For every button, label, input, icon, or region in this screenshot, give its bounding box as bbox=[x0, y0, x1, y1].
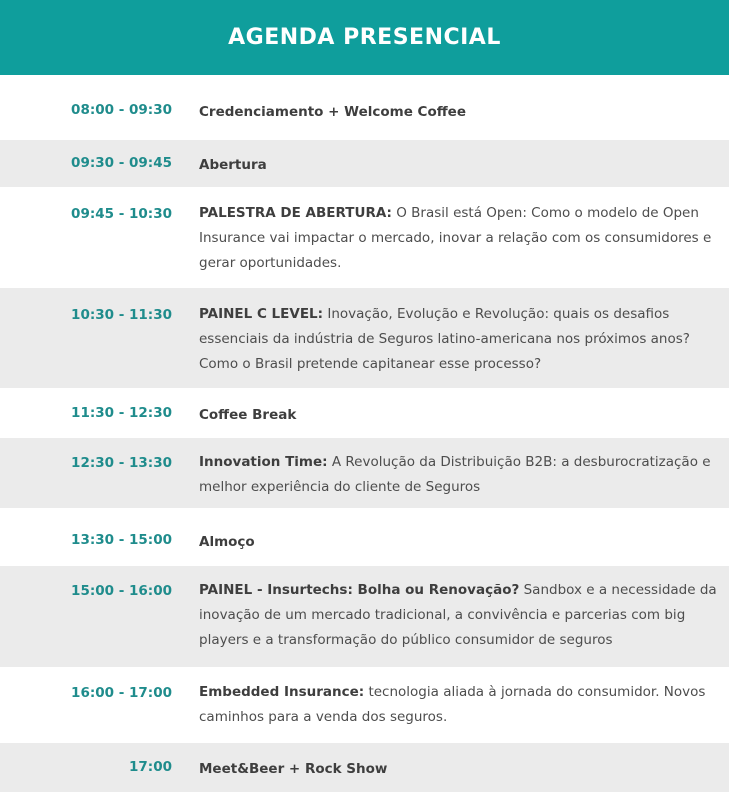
agenda-title: PAINEL C LEVEL: bbox=[199, 306, 324, 322]
agenda-title: PALESTRA DE ABERTURA: bbox=[199, 205, 392, 221]
agenda-time: 15:00 - 16:00 bbox=[71, 583, 172, 599]
agenda-description bbox=[199, 201, 721, 276]
agenda-time: 09:30 - 09:45 bbox=[71, 155, 172, 171]
agenda-row bbox=[0, 508, 729, 566]
agenda-time: 13:30 - 15:00 bbox=[71, 532, 172, 548]
agenda-time: 11:30 - 12:30 bbox=[71, 405, 172, 421]
agenda-title: Credenciamento + Welcome Coffee bbox=[199, 104, 466, 120]
agenda-description bbox=[199, 153, 721, 178]
agenda-row bbox=[0, 388, 729, 438]
agenda-time: 08:00 - 09:30 bbox=[71, 102, 172, 118]
agenda-row bbox=[0, 187, 729, 288]
agenda-time: 12:30 - 13:30 bbox=[71, 455, 172, 471]
agenda-detail: A Revolução da Distribuição B2B: a desburocratização e melhor experiência do cliente de Seguros bbox=[199, 454, 711, 495]
agenda-time: 16:00 - 17:00 bbox=[71, 685, 172, 701]
agenda-time: 17:00 bbox=[129, 759, 172, 775]
agenda-row bbox=[0, 566, 729, 667]
agenda-title: Coffee Break bbox=[199, 407, 297, 423]
agenda-title: Innovation Time: bbox=[199, 454, 328, 470]
agenda-row bbox=[0, 288, 729, 388]
agenda-list bbox=[0, 88, 729, 792]
agenda-description bbox=[199, 680, 721, 730]
agenda-title: PAINEL - Insurtechs: Bolha ou Renovação? bbox=[199, 582, 520, 598]
agenda-time: 10:30 - 11:30 bbox=[71, 307, 172, 323]
agenda-description bbox=[199, 530, 721, 555]
agenda-row bbox=[0, 88, 729, 140]
agenda-description bbox=[199, 757, 721, 782]
agenda-description bbox=[199, 450, 721, 500]
agenda-row bbox=[0, 438, 729, 508]
agenda-description bbox=[199, 578, 721, 653]
agenda-title: Almoço bbox=[199, 534, 255, 550]
agenda-detail: tecnologia aliada à jornada do consumidor. Novos caminhos para a venda dos seguros. bbox=[199, 684, 706, 725]
agenda-row bbox=[0, 743, 729, 792]
agenda-detail: Inovação, Evolução e Revolução: quais os desafios essenciais da indústria de Seguros latino-americana nos próximos anos? Como o Brasil pretende capitanear esse processo? bbox=[199, 306, 690, 372]
agenda-detail: Sandbox e a necessidade da inovação de um mercado tradicional, a convivência e parcerias com big players e a transformação do público consumidor de seguros bbox=[199, 582, 717, 648]
agenda-title: Meet&Beer + Rock Show bbox=[199, 761, 388, 777]
agenda-row bbox=[0, 667, 729, 743]
agenda-row bbox=[0, 140, 729, 187]
agenda-description bbox=[199, 302, 721, 377]
agenda-description bbox=[199, 100, 721, 125]
page-title: AGENDA PRESENCIAL bbox=[228, 25, 501, 50]
agenda-title: Embedded Insurance: bbox=[199, 684, 365, 700]
agenda-description bbox=[199, 403, 721, 428]
agenda-title: Abertura bbox=[199, 157, 267, 173]
agenda-detail: O Brasil está Open: Como o modelo de Open Insurance vai impactar o mercado, inovar a relação com os consumidores e gerar oportunidades. bbox=[199, 205, 712, 271]
page-header bbox=[0, 0, 729, 75]
agenda-time: 09:45 - 10:30 bbox=[71, 206, 172, 222]
